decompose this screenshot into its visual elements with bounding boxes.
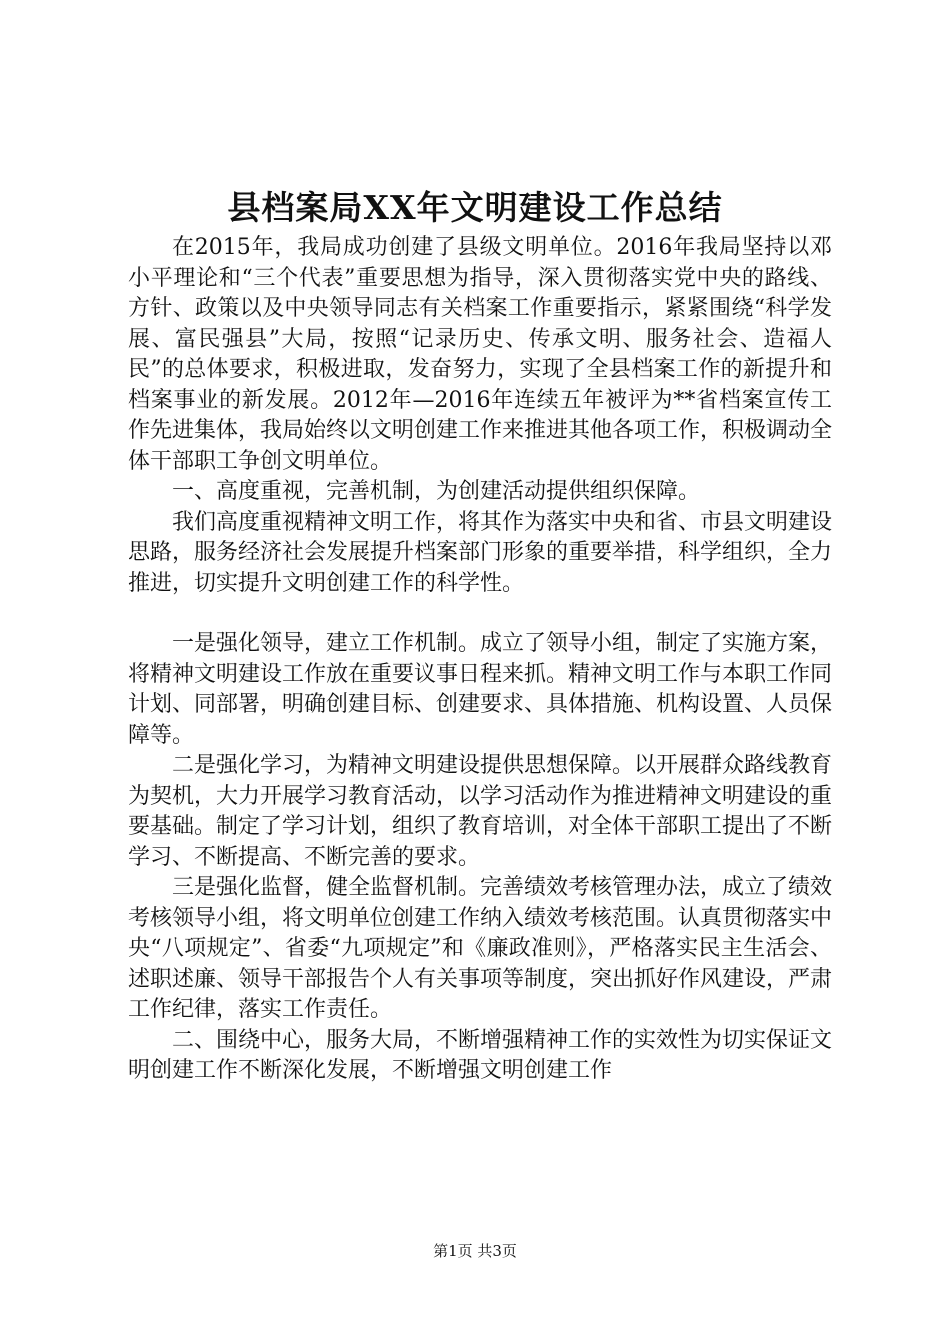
paragraph-heading-2: 二、围绕中心，服务大局，不断增强精神工作的实效性为切实保证文明创建工作不断深化发展，不断增强文明创建工作 (128, 1027, 833, 1083)
page-indicator: 第1页 共3页 (433, 1242, 517, 1260)
paragraph-point-1: 一是强化领导，建立工作机制。成立了领导小组，制定了实施方案，将精神文明建设工作放在重要议事日程来抓。精神文明工作与本职工作同计划、同部署，明确创建目标、创建要求、具体措施、机构设置、人员保障等。 (128, 631, 833, 748)
document-body (128, 233, 832, 1087)
paragraph-intro: 在2015年，我局成功创建了县级文明单位。2016年我局坚持以邓小平理论和“三个代表”重要思想为指导，深入贯彻落实党中央的路线、方针、政策以及中央领导同志有关档案工作重要指示，紧紧围绕“科学发展、富民强县”大局，按照“记录历史、传承文明、服务社会、造福人民”的总体要求，积极进取，发奋努力，实现了全县档案工作的新提升和档案事业的新发展。2012年—2016年连续五年被评为**省档案宣传工作先进集体，我局始终以文明创建工作来推进其他各项工作，积极调动全体干部职工争创文明单位。 (128, 235, 833, 474)
paragraph-point-2: 二是强化学习，为精神文明建设提供思想保障。以开展群众路线教育为契机，大力开展学习教育活动，以学习活动作为推进精神文明建设的重要基础。制定了学习计划，组织了教育培训，对全体干部职工提出了不断学习、不断提高、不断完善的要求。 (128, 753, 833, 870)
paragraph-section-1-intro: 我们高度重视精神文明工作，将其作为落实中央和省、市县文明建设思路，服务经济社会发展提升档案部门形象的重要举措，科学组织，全力推进，切实提升文明创建工作的科学性。 (128, 509, 833, 596)
paragraph-heading-1: 一、高度重视，完善机制，为创建活动提供组织保障。 (172, 479, 701, 504)
paragraph-point-3: 三是强化监督，健全监督机制。完善绩效考核管理办法，成立了绩效考核领导小组，将文明单位创建工作纳入绩效考核范围。认真贯彻落实中央“八项规定”、省委“九项规定”和《廉政准则》，严格落实民主生活会、述职述廉、领导干部报告个人有关事项等制度，突出抓好作风建设，严肃工作纪律，落实工作责任。 (128, 875, 833, 1022)
document-title: 县档案局XX年文明建设工作总结 (227, 188, 723, 227)
